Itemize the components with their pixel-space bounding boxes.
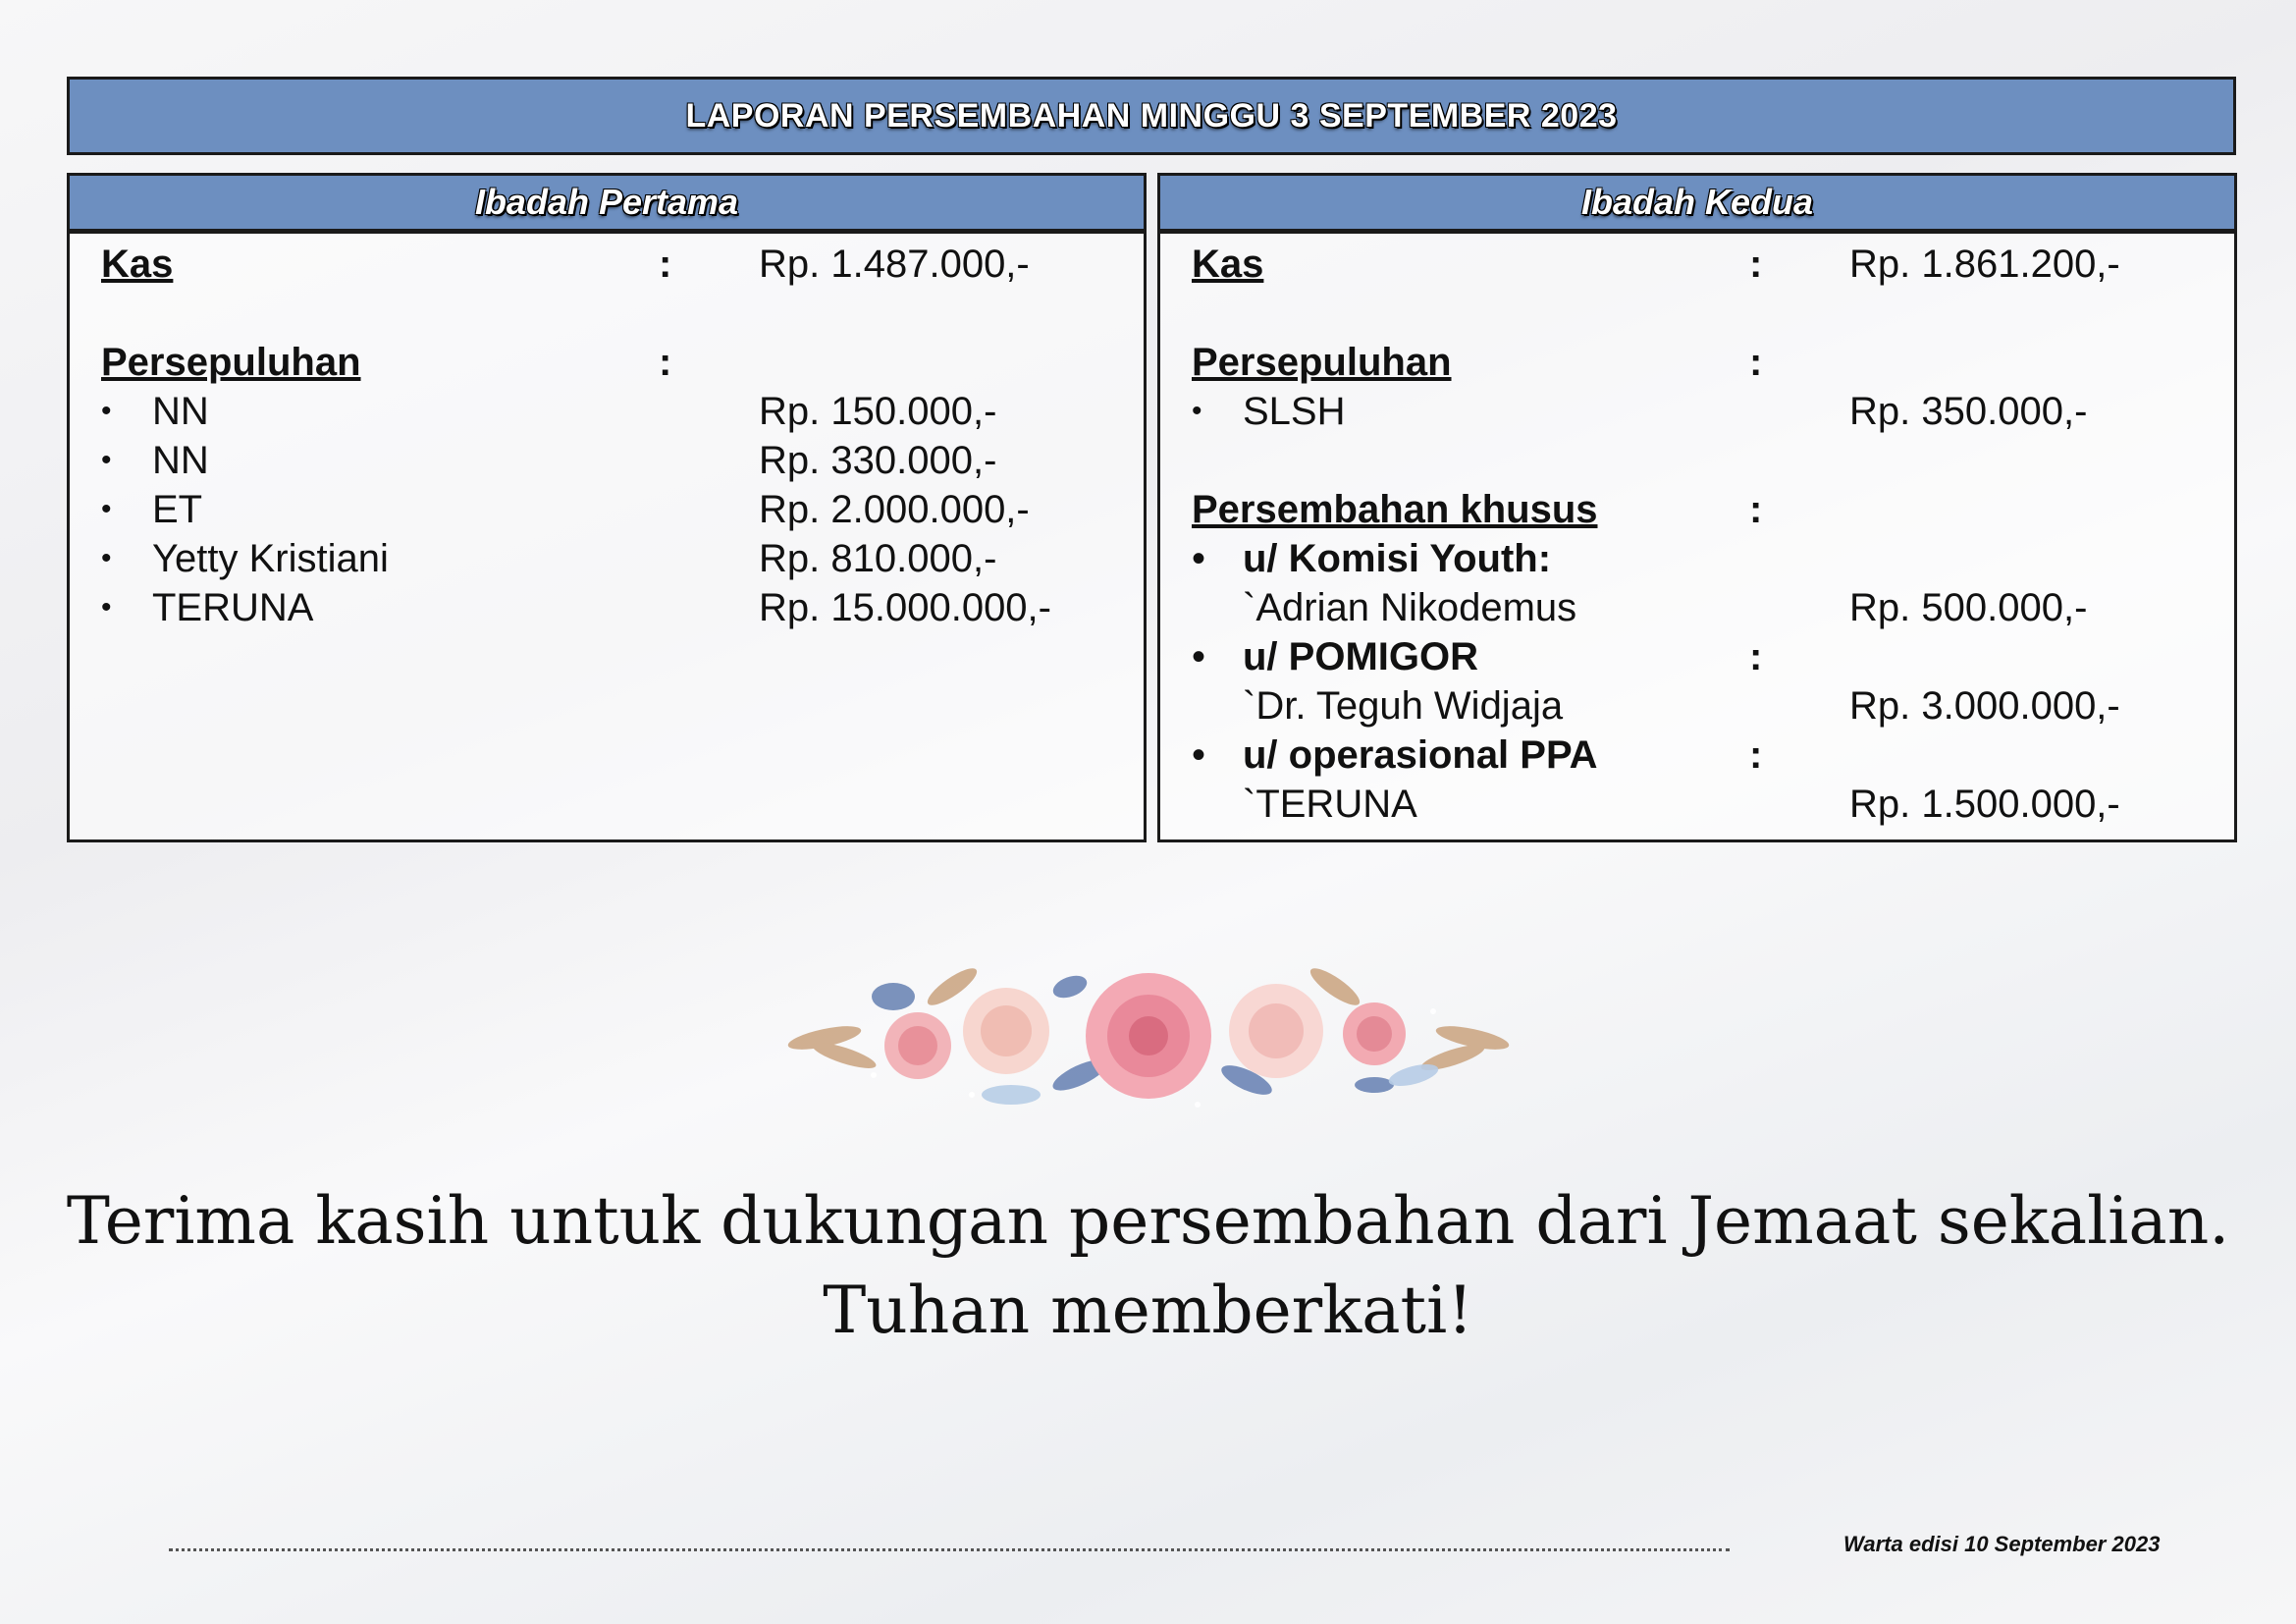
kas-label: Kas [101,243,174,286]
list-item [1160,780,2234,829]
list-item [70,436,1144,485]
panel-ibadah-pertama-header [70,176,1144,234]
closing-message-line1: Terima kasih untuk dukungan persembahan dari Jemaat sekalian. [66,1183,2230,1259]
kas-label: Kas [1192,243,1264,286]
kas-colon: : [659,243,672,286]
list-item [70,583,1144,632]
persembahan-khusus-label: Persembahan khusus [1192,488,1598,531]
donation-amount: Rp. 500.000,- [1849,586,2088,629]
purpose-label: u/ Komisi Youth: [1243,537,1552,580]
spacer [70,289,1144,338]
list-item [70,387,1144,436]
bullet: • [1192,537,1206,580]
spacer [1160,289,2234,338]
persepuluhan-colon: : [1749,341,1763,384]
donor-name: Yetty Kristiani [152,537,389,580]
bullet: • [101,395,112,427]
donor-name: NN [152,439,209,482]
persepuluhan-colon: : [659,341,672,384]
footer-edition: Warta edisi 10 September 2023 [1843,1532,2161,1556]
bullet: • [1192,395,1202,427]
report-title: LAPORAN PERSEMBAHAN MINGGU 3 SEPTEMBER 2023 [685,96,1618,135]
donation-amount: Rp. 350.000,- [1849,390,2088,433]
panel-ibadah-kedua-header [1160,176,2234,234]
donor-name: ET [152,488,203,531]
kas-row [70,240,1144,289]
list-item [1160,632,2234,681]
donation-amount: Rp. 3.000.000,- [1849,684,2120,728]
panel-ibadah-pertama [67,173,1147,842]
persepuluhan-row [1160,338,2234,387]
bullet: • [101,444,112,476]
closing-message-line2: Tuhan memberkati! [823,1272,1473,1348]
bullet: • [1192,635,1206,678]
donor-name: NN [152,390,209,433]
panel-ibadah-kedua [1157,173,2237,842]
purpose-colon: : [1749,635,1763,678]
kas-amount: Rp. 1.861.200,- [1849,243,2120,286]
persembahan-khusus-colon: : [1749,488,1763,531]
purpose-label: u/ operasional PPA [1243,733,1598,777]
donation-amount: Rp. 150.000,- [759,390,997,433]
spacer [1160,436,2234,485]
list-item [1160,583,2234,632]
donation-amount: Rp. 1.500.000,- [1849,783,2120,826]
list-item [1160,534,2234,583]
list-item [70,534,1144,583]
purpose-label: u/ POMIGOR [1243,635,1478,678]
donor-name: `Adrian Nikodemus [1243,586,1577,629]
bullet: • [1192,733,1206,777]
panel-ibadah-pertama-title: Ibadah Pertama [474,182,739,222]
persembahan-khusus-row [1160,485,2234,534]
floral-decoration-icon [785,957,1512,1119]
donor-name: TERUNA [152,586,314,629]
list-item [1160,681,2234,731]
donor-name: `TERUNA [1243,783,1417,826]
donor-name: `Dr. Teguh Widjaja [1243,684,1564,728]
bullet: • [101,542,112,574]
kas-row [1160,240,2234,289]
report-title-bar [67,77,2236,155]
kas-amount: Rp. 1.487.000,- [759,243,1030,286]
donation-amount: Rp. 15.000.000,- [759,586,1051,629]
donation-amount: Rp. 330.000,- [759,439,997,482]
panel-ibadah-kedua-title: Ibadah Kedua [1580,182,1814,222]
purpose-colon: : [1749,733,1763,777]
persepuluhan-label: Persepuluhan [1192,341,1452,384]
donation-amount: Rp. 2.000.000,- [759,488,1030,531]
persepuluhan-row [70,338,1144,387]
footer-divider [169,1548,1730,1551]
donor-name: SLSH [1243,390,1346,433]
bullet: • [101,591,112,623]
donation-amount: Rp. 810.000,- [759,537,997,580]
list-item [1160,387,2234,436]
kas-colon: : [1749,243,1763,286]
list-item [70,485,1144,534]
list-item [1160,731,2234,780]
bullet: • [101,493,112,525]
persepuluhan-label: Persepuluhan [101,341,361,384]
